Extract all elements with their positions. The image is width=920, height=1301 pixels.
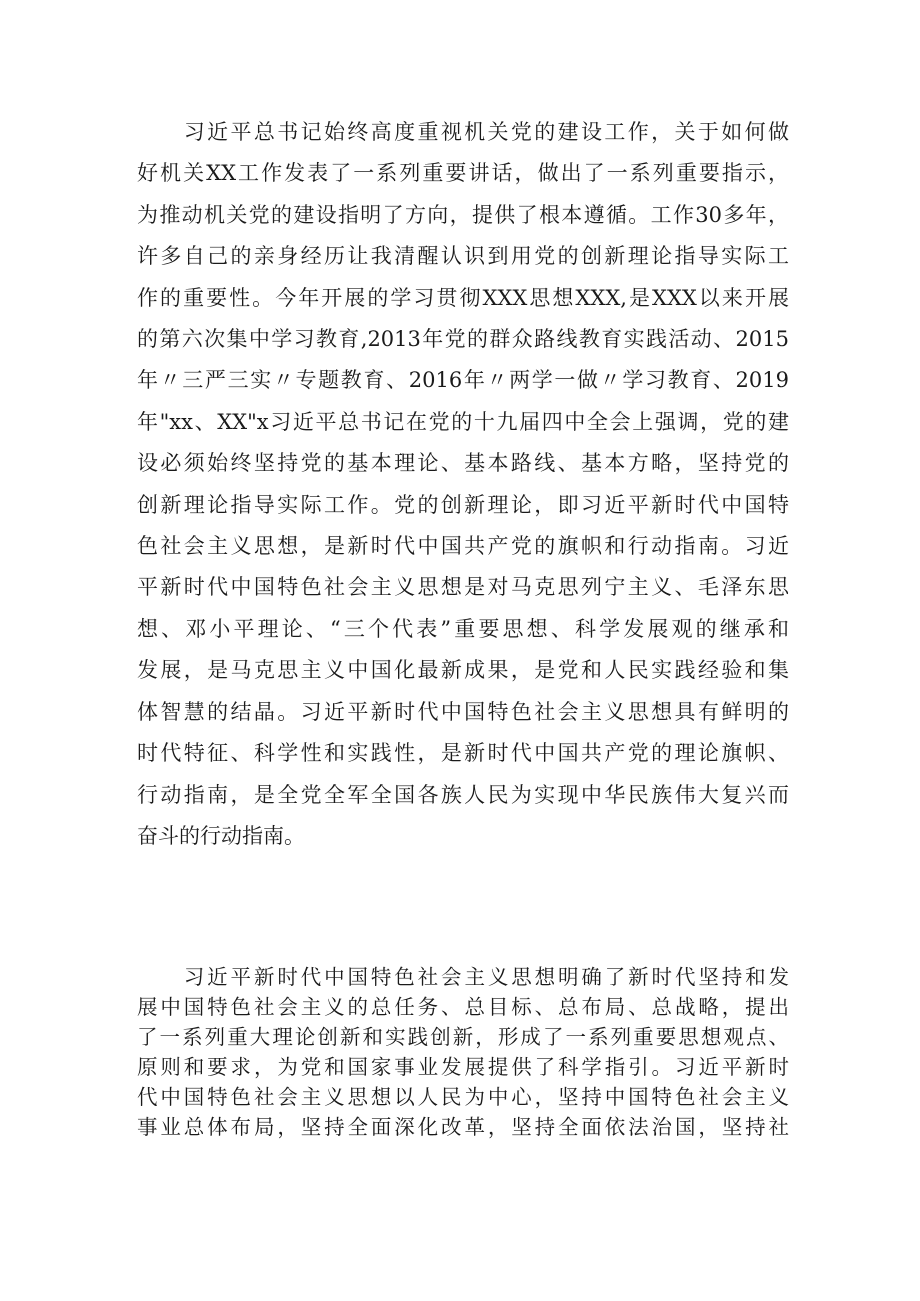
text-line: 展中国特色社会主义的总任务、总目标、总布局、总战略，提出 xyxy=(137,995,789,1019)
text-line: 平新时代中国特色社会主义思想是对马克思列宁主义、毛泽东思 xyxy=(137,575,789,600)
text-line: 创新理论指导实际工作。党的创新理论，即习近平新时代中国特 xyxy=(137,492,789,517)
text-line: 行动指南，是全党全军全国各族人民为实现中华民族伟大复兴而 xyxy=(137,782,789,807)
text-line: 好机关XX工作发表了一系列重要讲话，做出了一系列重要指示， xyxy=(137,161,789,186)
text-line: 为推动机关党的建设指明了方向，提供了根本遵循。工作30多年， xyxy=(137,202,789,227)
text-line: 代中国特色社会主义思想以人民为中心，坚持中国特色社会主义 xyxy=(137,1085,789,1109)
text-line: 想、邓小平理论、“三个代表”重要思想、科学发展观的继承和 xyxy=(137,616,789,641)
text-line: 奋斗的行动指南。 xyxy=(137,823,305,848)
text-line: 事业总体布局，坚持全面深化改革，坚持全面依法治国，坚持社 xyxy=(137,1115,789,1139)
text-line: 色社会主义思想，是新时代中国共产党的旗帜和行动指南。习近 xyxy=(137,534,789,559)
text-line: 年"xx、XX"x习近平总书记在党的十九届四中全会上强调，党的建 xyxy=(137,409,789,434)
text-line: 时代特征、科学性和实践性，是新时代中国共产党的理论旗帜、 xyxy=(137,741,789,766)
text-line: 的第六次集中学习教育,2013年党的群众路线教育实践活动、2015 xyxy=(137,327,789,352)
body-paragraph-2 xyxy=(137,962,789,1142)
text-line: 作的重要性。今年开展的学习贯彻XXX思想XXX,是XXX以来开展 xyxy=(137,285,789,310)
text-line: 习近平总书记始终高度重视机关党的建设工作，关于如何做 xyxy=(137,120,789,144)
text-line: 了一系列重大理论创新和实践创新，形成了一系列重要思想观点、 xyxy=(137,1025,789,1049)
body-paragraph-1 xyxy=(137,112,789,857)
text-line: 设必须始终坚持党的基本理论、基本路线、基本方略，坚持党的 xyxy=(137,451,789,476)
text-line: 原则和要求，为党和国家事业发展提供了科学指引。习近平新时 xyxy=(137,1055,789,1079)
text-line: 许多自己的亲身经历让我清醒认识到用党的创新理论指导实际工 xyxy=(137,244,789,269)
text-line: 年〃三严三实〃专题教育、2016年〃两学一做〃学习教育、2019 xyxy=(137,368,789,393)
text-line: 发展，是马克思主义中国化最新成果，是党和人民实践经验和集 xyxy=(137,658,789,683)
text-line: 习近平新时代中国特色社会主义思想明确了新时代坚持和发 xyxy=(137,965,789,989)
text-line: 体智慧的结晶。习近平新时代中国特色社会主义思想具有鲜明的 xyxy=(137,699,789,724)
